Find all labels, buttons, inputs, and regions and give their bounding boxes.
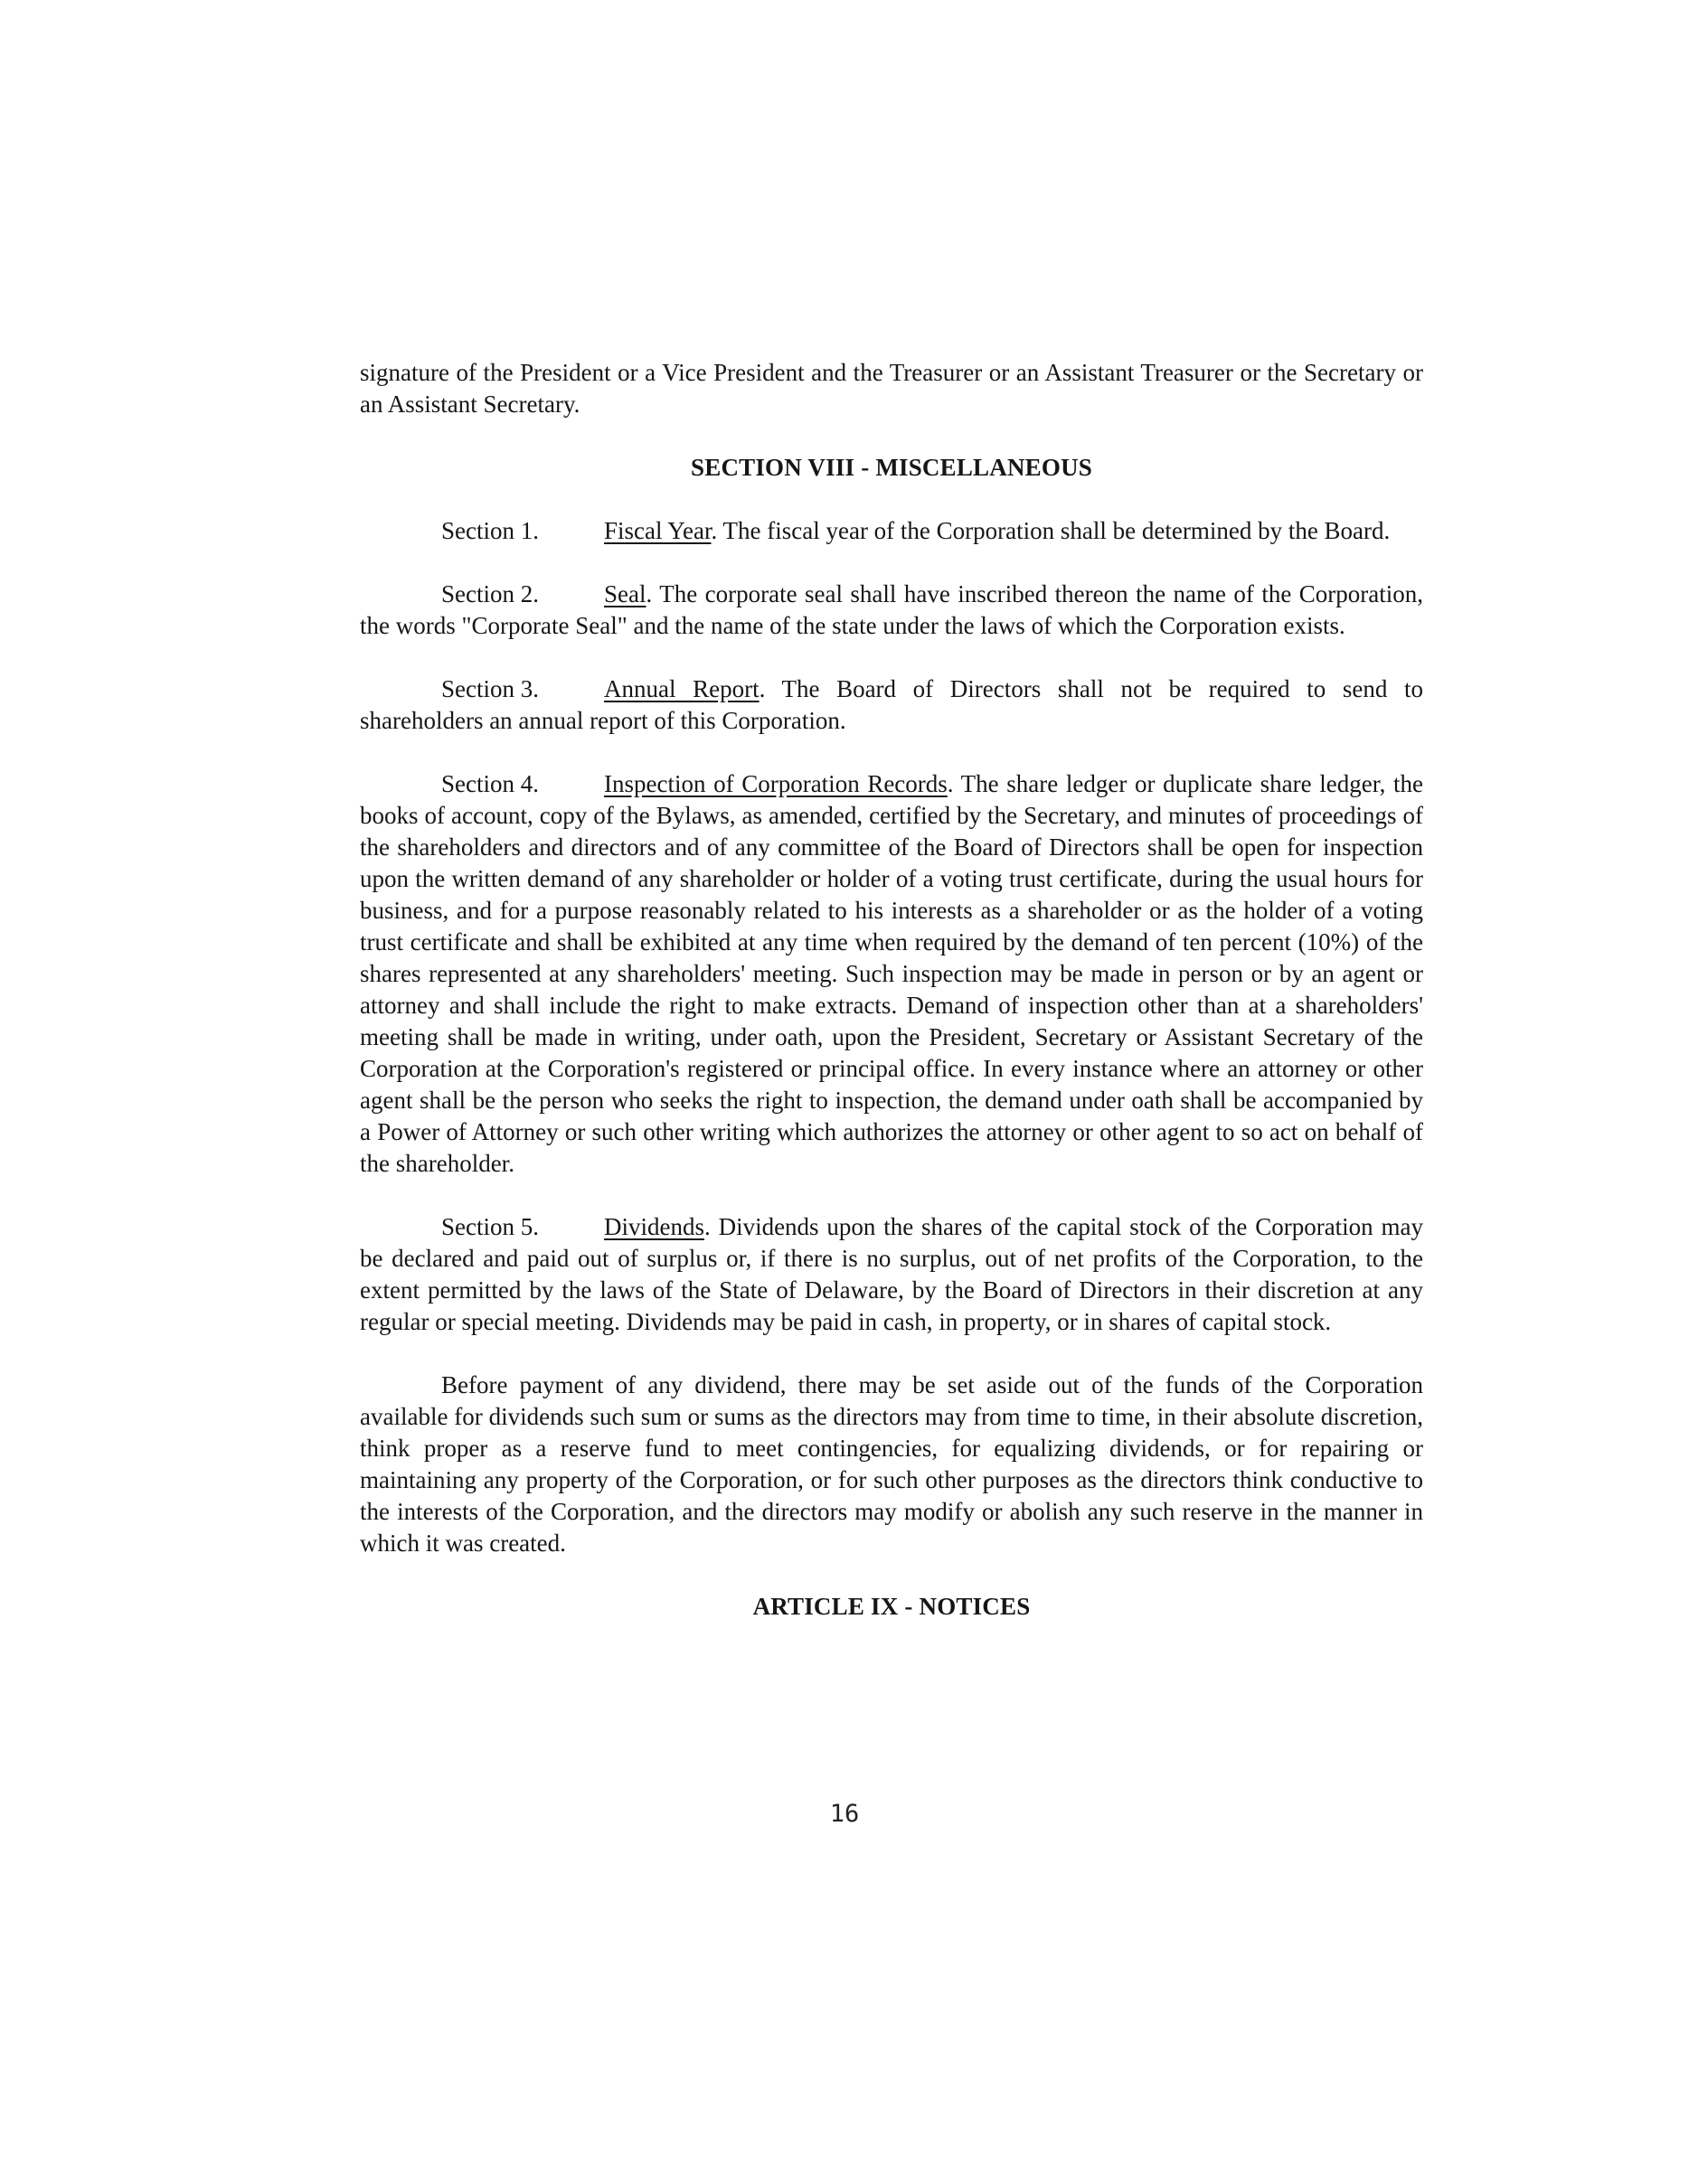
section-viii-heading: SECTION VIII - MISCELLANEOUS <box>691 454 1092 481</box>
section-number: Section 5. <box>441 1213 539 1240</box>
section-text: . The share ledger or duplicate share ledger, the books of account, copy of the Bylaws, as amended, certified by the Secretary, and minutes of proceedings of the shareholders and directors and of any committee of the Board of Directors shall be open for inspection upon the written demand of any shareholder or holder of a voting trust certificate, during the usual hours for business, and for a purpose reasonably related to his interests as a shareholder or as the holder of a voting trust certificate and shall be exhibited at any time when required by the demand of ten percent (10%) of the shares represented at any shareholders' meeting. Such inspection may be made in person or by an agent or attorney and shall include the right to make extracts. Demand of inspection other than at a shareholders' meeting shall be made in writing, under oath, upon the President, Secretary or Assistant Secretary of the Corporation at the Corporation's registered or principal office. In every instance where an attorney or other agent shall be the person who seeks the right to inspection, the demand under oath shall be accompanied by a Power of Attorney or such other writing which authorizes the attorney or other agent to so act on behalf of the shareholder. <box>360 770 1423 1177</box>
section-title: Fiscal Year <box>604 517 712 544</box>
section-2-paragraph <box>360 579 1423 642</box>
section-number: Section 2. <box>441 580 539 607</box>
section-text: . Dividends upon the shares of the capital stock of the Corporation may be declared and paid out of surplus or, if there is no surplus, out of net profits of the Corporation, to the extent permitted by the laws of the State of Delaware, by the Board of Directors in their discretion at any regular or special meeting. Dividends may be paid in cash, in property, or in shares of capital stock. <box>360 1213 1423 1335</box>
section-number: Section 3. <box>441 675 539 702</box>
section-text: . The Board of Directors shall not be required to send to shareholders an annual report of this Corporation. <box>360 675 1423 734</box>
section-5-paragraph <box>360 1211 1423 1338</box>
section-number: Section 4. <box>441 770 539 797</box>
section-title: Annual Report <box>604 675 760 702</box>
document-page <box>360 357 1423 1654</box>
section-title: Inspection of Corporation Records <box>604 770 948 797</box>
continuation-paragraph: signature of the President or a Vice President and the Treasurer or an Assistant Treasurer or the Secretary or an Assistant Secretary. <box>360 359 1423 418</box>
article-ix-heading: ARTICLE IX - NOTICES <box>752 1593 1031 1620</box>
section-4-paragraph <box>360 768 1423 1180</box>
section-3-paragraph <box>360 673 1423 737</box>
section-text: . The fiscal year of the Corporation shall be determined by the Board. <box>711 517 1391 544</box>
section-title: Seal <box>604 580 646 607</box>
page-number: 16 <box>829 1800 860 1828</box>
reserve-paragraph: Before payment of any dividend, there may be set aside out of the funds of the Corporation available for dividends such sum or sums as the directors may from time to time, in their absolute discretion, think proper as a reserve fund to meet contingencies, for equalizing dividends, or for repairing or maintaining any property of the Corporation, or for such other purposes as the directors think conductive to the interests of the Corporation, and the directors may modify or abolish any such reserve in the manner in which it was created. <box>360 1371 1423 1557</box>
section-text: . The corporate seal shall have inscribed thereon the name of the Corporation, the words "Corporate Seal" and the name of the state under the laws of which the Corporation exists. <box>360 580 1423 639</box>
section-1-paragraph <box>360 515 1423 547</box>
section-title: Dividends <box>604 1213 704 1240</box>
section-number: Section 1. <box>441 517 539 544</box>
